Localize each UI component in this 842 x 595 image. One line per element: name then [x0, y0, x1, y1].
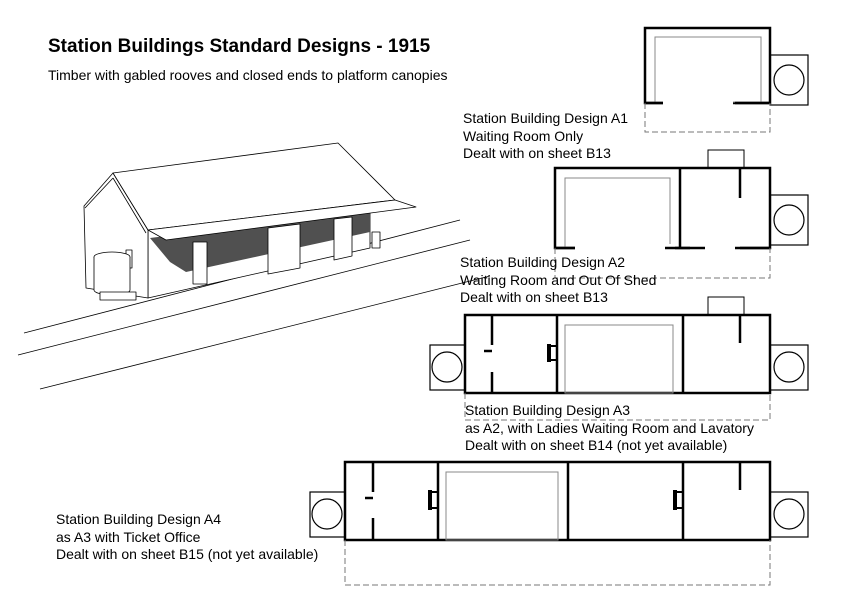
design-name: Station Building Design A2 — [460, 254, 625, 270]
out-of-shed-hatch — [708, 297, 744, 315]
plan-design-a1 — [645, 28, 808, 132]
design-sheet-reference: Dealt with on sheet B13 — [463, 145, 611, 161]
lamp-post-box — [770, 195, 808, 245]
design-name: Station Building Design A3 — [465, 402, 630, 418]
lamp-icon — [774, 205, 804, 235]
lamp-post-box — [770, 55, 808, 105]
building-perspective-illustration — [18, 143, 490, 389]
lamp-icon — [774, 352, 804, 382]
design-description: as A2, with Ladies Waiting Room and Lavatory — [465, 419, 754, 436]
canopy-outline — [345, 540, 770, 585]
out-of-shed-hatch — [708, 150, 744, 168]
lamp-icon — [774, 499, 804, 529]
door — [193, 242, 207, 284]
plan-design-a4 — [310, 462, 808, 585]
design-description: as A3 with Ticket Office — [56, 528, 201, 545]
design-sheet-reference: Dealt with on sheet B13 — [460, 289, 608, 305]
water-tank-stand — [100, 292, 136, 300]
door — [268, 224, 300, 274]
door — [334, 217, 352, 260]
caption-design-a4 — [56, 511, 318, 564]
caption-design-a3 — [465, 402, 754, 455]
water-tank-body — [94, 257, 130, 295]
page-subtitle: Timber with gabled rooves and closed ends to platform canopies — [48, 67, 448, 83]
caption-design-a2 — [460, 254, 656, 307]
lamp-icon — [432, 352, 462, 382]
page-title: Station Buildings Standard Designs - 1915 — [48, 36, 431, 57]
lamp-icon — [774, 65, 804, 95]
design-sheet-reference: Dealt with on sheet B14 (not yet available) — [465, 437, 728, 453]
design-sheet-reference: Dealt with on sheet B15 (not yet available) — [56, 546, 319, 562]
design-description: Waiting Room Only — [463, 127, 584, 144]
window — [372, 232, 380, 248]
design-description: Waiting Room and Out Of Shed — [460, 271, 657, 288]
design-name: Station Building Design A1 — [463, 110, 628, 126]
caption-design-a1 — [463, 110, 628, 163]
design-name: Station Building Design A4 — [56, 511, 221, 527]
